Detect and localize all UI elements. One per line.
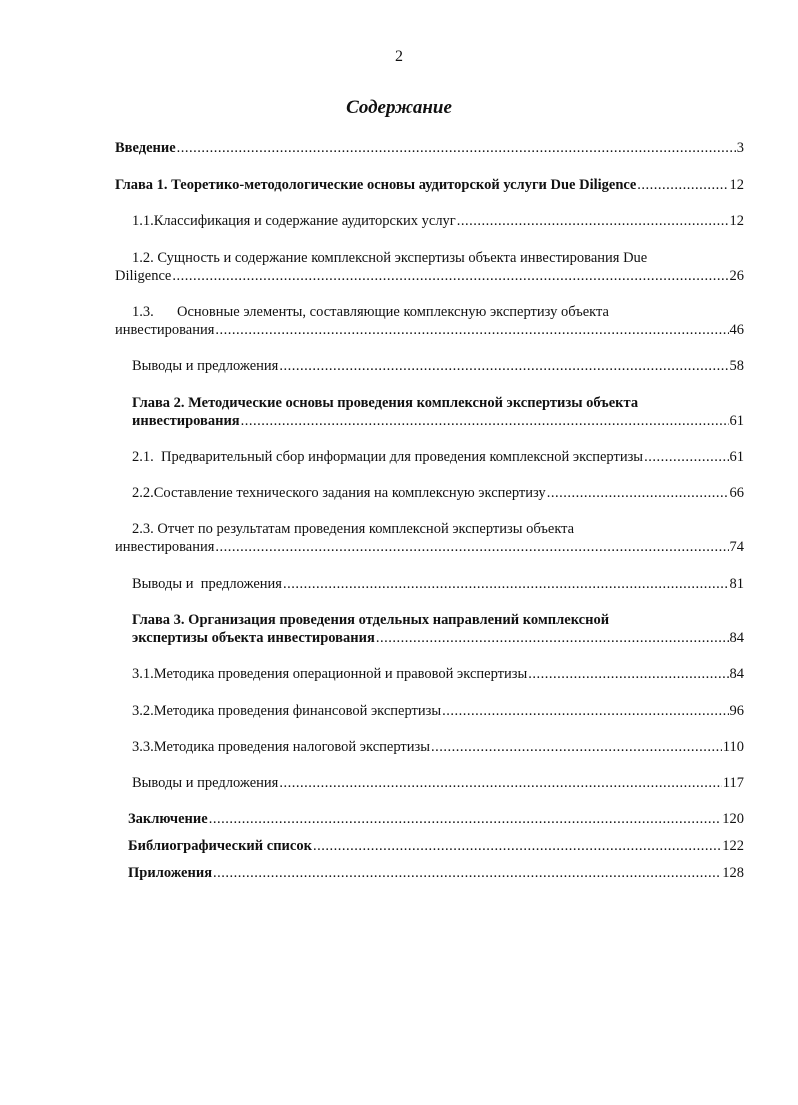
- toc-page-number: 120: [722, 811, 744, 827]
- toc-page-number: 61: [729, 449, 744, 465]
- toc-section-number: 2.2.: [132, 485, 154, 501]
- toc-page-number: 3: [736, 140, 744, 156]
- toc-entry-title: Методика проведения финансовой экспертизы: [153, 703, 442, 719]
- toc-page-number: 81: [729, 576, 744, 592]
- page-number: 2: [395, 48, 403, 65]
- toc-entry-section-2-3[interactable]: [115, 520, 744, 556]
- toc-entry-title-line-2: инвестирования: [115, 322, 215, 338]
- toc-section-number: 3.2.: [132, 703, 154, 719]
- toc-entry-title-line-1: Глава 2. Методические основы проведения комплексной экспертизы объекта: [132, 395, 639, 411]
- toc-entry-conclusions-2[interactable]: [132, 575, 744, 593]
- toc-entry-title: Выводы и предложения: [132, 358, 279, 374]
- leader-dots: [172, 267, 728, 285]
- toc-entry-title-line-1: 2.3. Отчет по результатам проведения комплексной экспертизы объекта: [132, 521, 575, 537]
- toc-entry-title: Заключение: [128, 811, 208, 827]
- toc-entry-title-line-2: инвестирования: [115, 539, 215, 555]
- toc-section-number: 3.1.: [132, 666, 154, 682]
- toc-page-number: 66: [729, 485, 744, 501]
- toc-entry-title: Введение: [115, 140, 176, 156]
- leader-dots: [457, 212, 729, 230]
- leader-dots: [547, 484, 729, 502]
- toc-entry-conclusions-1[interactable]: [132, 357, 744, 375]
- toc-entry-section-3-3[interactable]: [132, 738, 744, 756]
- toc-entry-section-1-3[interactable]: [115, 303, 744, 339]
- toc-page-number: 61: [729, 413, 744, 429]
- leader-dots: [209, 810, 722, 828]
- toc-entry-title-line-1: Основные элементы, составляющие комплексную экспертизу объекта: [177, 304, 609, 320]
- toc-entry-section-1-2[interactable]: [115, 249, 744, 285]
- leader-dots: [528, 665, 728, 683]
- toc-page-number: 84: [729, 630, 744, 646]
- leader-dots: [215, 538, 728, 556]
- toc-entry-conclusions-3[interactable]: [132, 774, 744, 792]
- leader-dots: [442, 702, 728, 720]
- leader-dots: [213, 864, 721, 882]
- leader-dots: [279, 774, 721, 792]
- toc-page-number: 58: [729, 358, 744, 374]
- toc-entry-title-line-1: Глава 3. Организация проведения отдельных направлений комплексной: [132, 612, 610, 628]
- toc-page-number: 117: [722, 775, 744, 791]
- toc-entry-chapter-3[interactable]: [132, 611, 744, 647]
- toc-page-number: 128: [722, 865, 744, 881]
- leader-dots: [431, 738, 722, 756]
- toc-page-number: 122: [722, 838, 744, 854]
- leader-dots: [376, 629, 729, 647]
- toc-entry-title-line-2: Diligence: [115, 268, 172, 284]
- toc-section-number: 1.3.: [132, 304, 154, 320]
- toc-entry-appendices[interactable]: [128, 864, 744, 882]
- leader-dots: [637, 176, 728, 194]
- toc-page-number: 110: [722, 739, 744, 755]
- toc-entry-section-2-1[interactable]: [132, 448, 744, 466]
- leader-dots: [283, 575, 729, 593]
- toc-entry-section-1-1[interactable]: [132, 212, 744, 230]
- toc-entry-intro[interactable]: [115, 139, 744, 157]
- leader-dots: [279, 357, 728, 375]
- leader-dots: [241, 412, 729, 430]
- toc-entry-title: Составление технического задания на комплексную экспертизу: [153, 485, 546, 501]
- toc-entry-title-line-1: 1.2. Сущность и содержание комплексной экспертизы объекта инвестирования Due: [132, 250, 648, 266]
- toc-page-number: 46: [729, 322, 744, 338]
- leader-dots: [215, 321, 728, 339]
- toc-entry-title-line-2: экспертизы объекта инвестирования: [132, 630, 375, 646]
- toc-entry-bibliography[interactable]: [128, 837, 744, 855]
- leader-dots: [313, 837, 721, 855]
- toc-entry-section-3-1[interactable]: [132, 665, 744, 683]
- toc-entry-title: Методика проведения операционной и правовой экспертизы: [153, 666, 528, 682]
- leader-dots: [644, 448, 728, 466]
- toc-page-number: 84: [729, 666, 744, 682]
- leader-dots: [177, 139, 736, 157]
- toc-entry-title: Выводы и предложения: [132, 576, 282, 592]
- toc-entry-section-2-2[interactable]: [132, 484, 744, 502]
- toc-entry-chapter-1[interactable]: [115, 176, 744, 194]
- toc-entry-title: Классификация и содержание аудиторских услуг: [153, 213, 456, 229]
- toc-entry-title: Приложения: [128, 865, 213, 881]
- toc-page-number: 12: [729, 177, 744, 193]
- toc-section-number: 1.1.: [132, 213, 154, 229]
- toc-page-number: 96: [729, 703, 744, 719]
- toc-entry-title: Методика проведения налоговой экспертизы: [153, 739, 430, 755]
- toc-entry-title-line-2: инвестирования: [132, 413, 240, 429]
- toc-page-number: 26: [729, 268, 744, 284]
- toc-entry-title: Библиографический список: [128, 838, 312, 854]
- toc-entry-title: Выводы и предложения: [132, 775, 279, 791]
- toc-entry-title: Глава 1. Теоретико-методологические основы аудиторской услуги Due Diligence: [115, 177, 637, 193]
- toc-page-number: 74: [729, 539, 744, 555]
- toc-entry-title: 2.1. Предварительный сбор информации для проведения комплексной экспертизы: [132, 449, 644, 465]
- page-title: Содержание: [346, 97, 452, 118]
- toc-page-number: 12: [729, 213, 744, 229]
- toc-entry-section-3-2[interactable]: [132, 702, 744, 720]
- toc-entry-conclusion[interactable]: [128, 810, 744, 828]
- toc-section-number: 3.3.: [132, 739, 154, 755]
- toc-entry-chapter-2[interactable]: [132, 394, 744, 430]
